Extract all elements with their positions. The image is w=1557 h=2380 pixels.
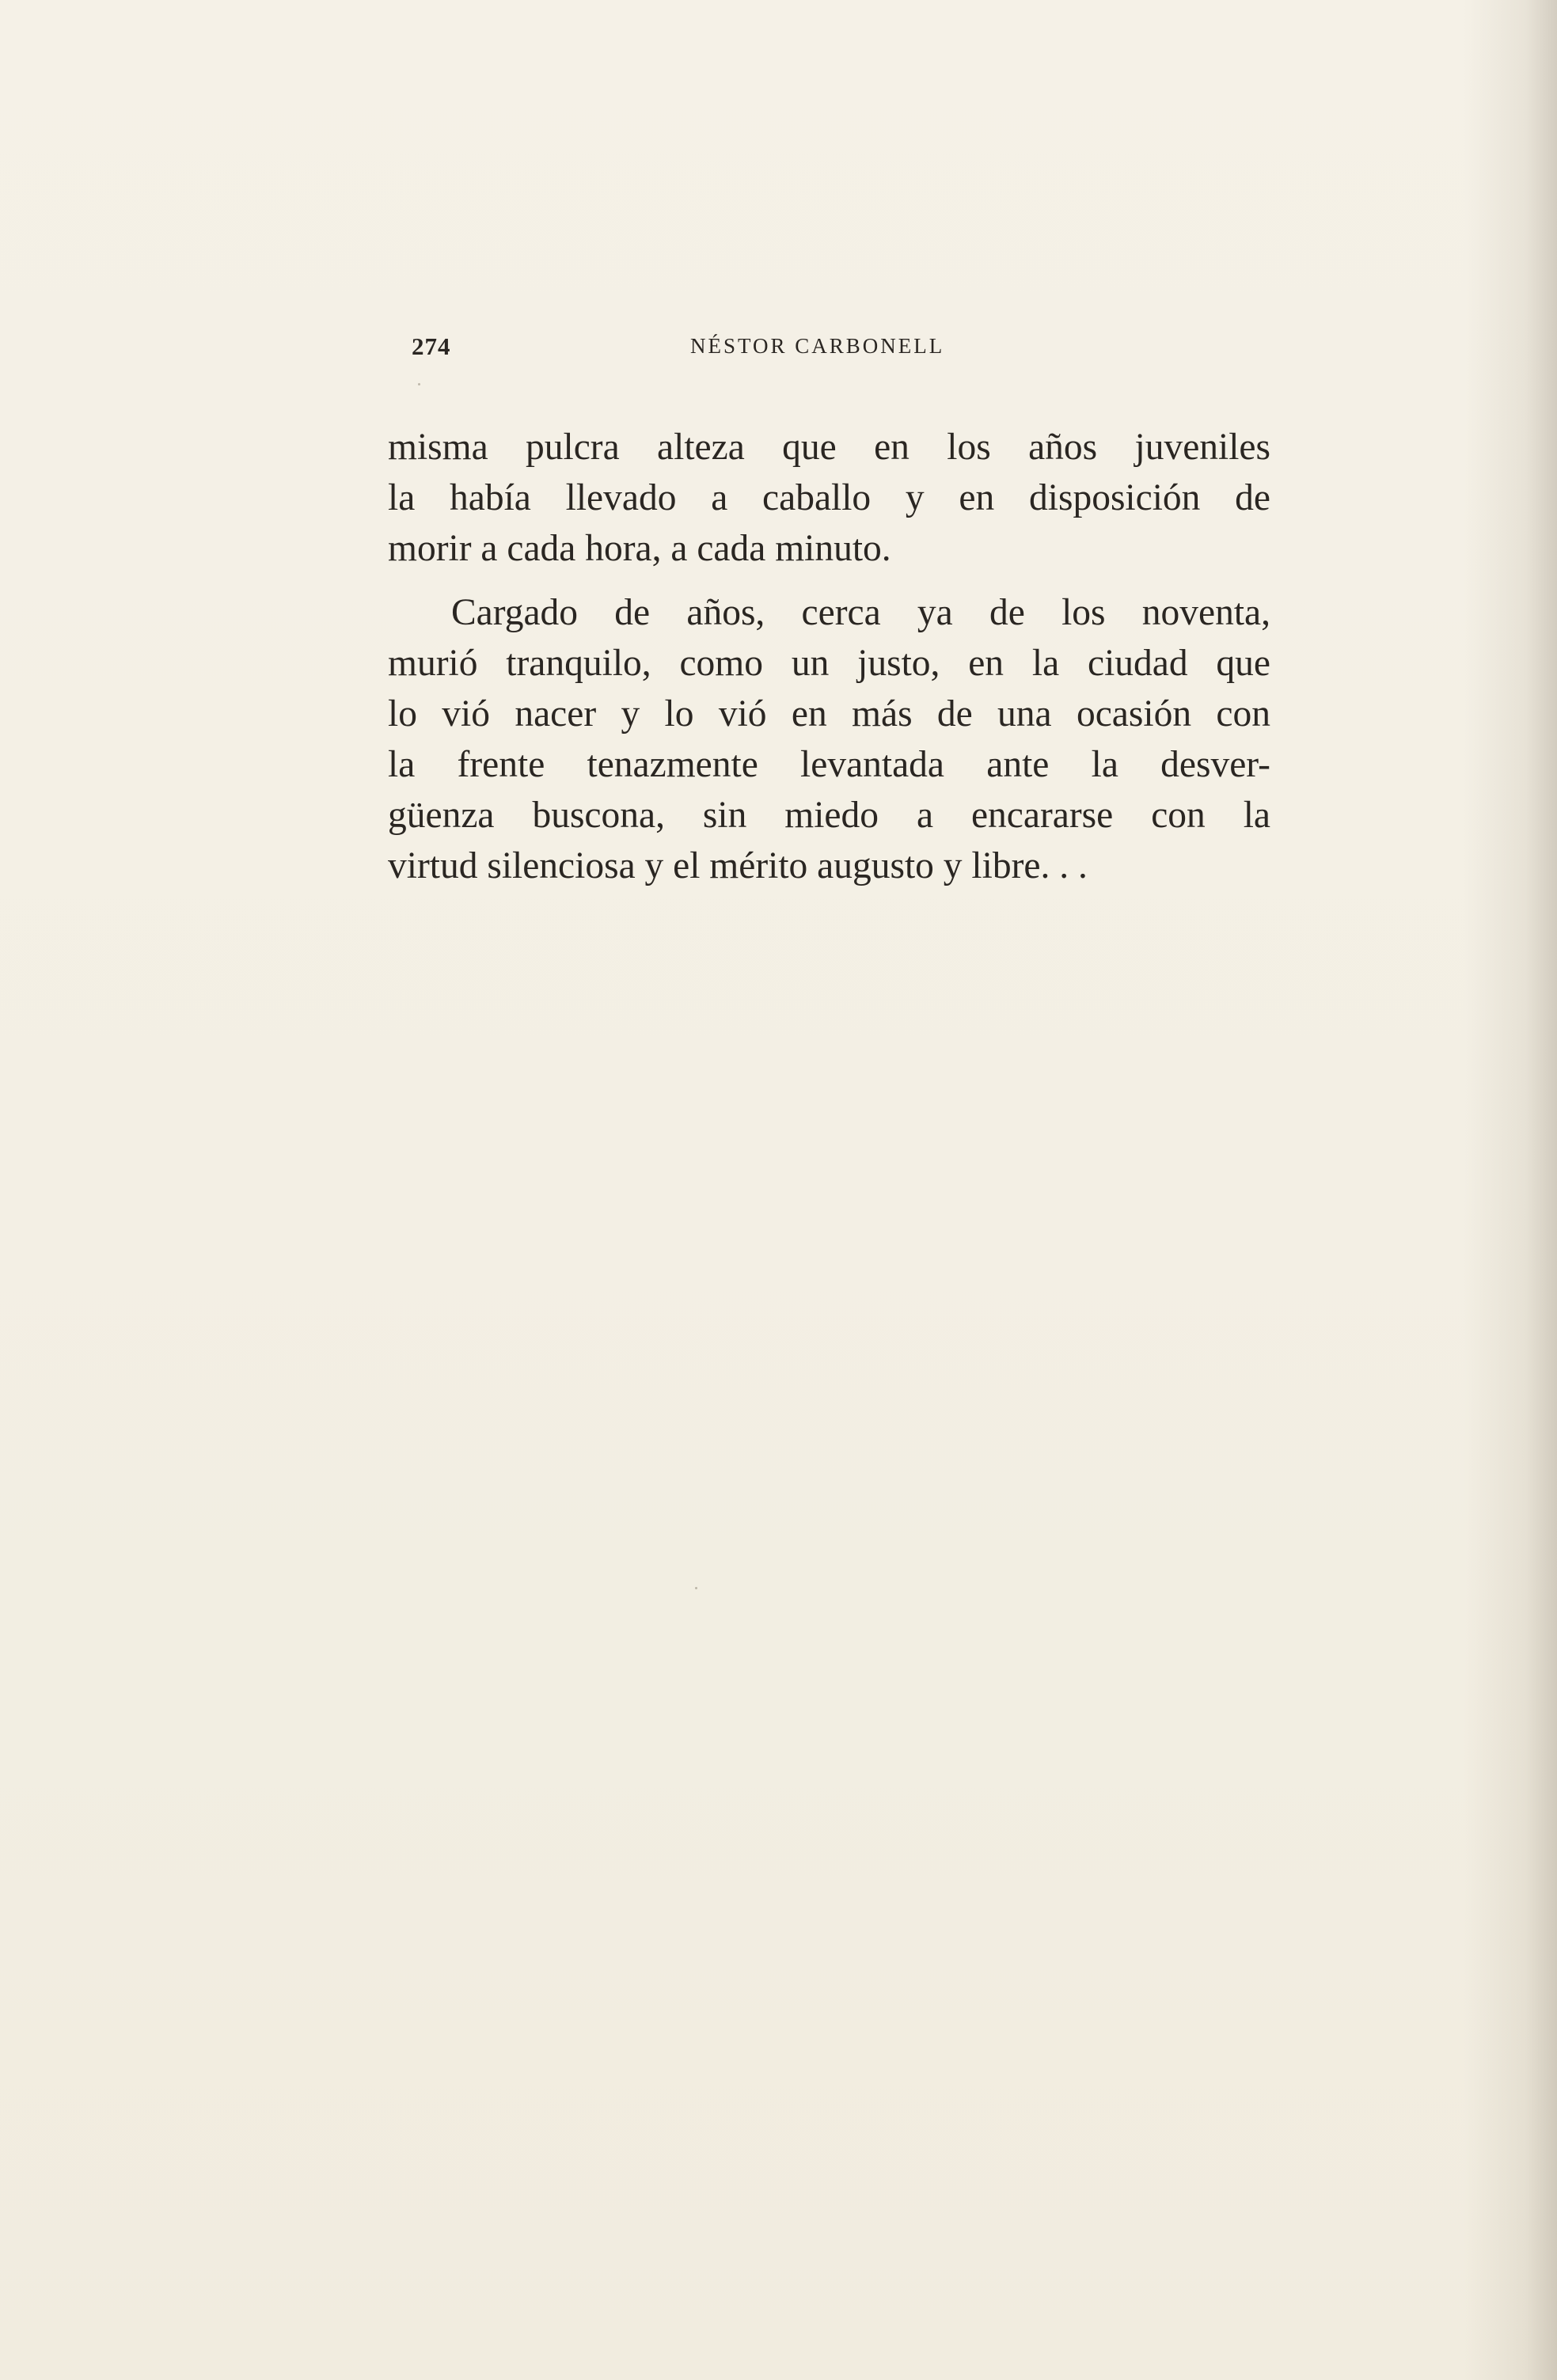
page-number: 274 [412,332,451,360]
text-line: güenza buscona, sin miedo a encararse con la [388,795,1270,836]
body-text [388,422,1270,891]
running-title: NÉSTOR CARBONELL [690,334,945,358]
paragraph-2 [388,587,1270,891]
text-line: misma pulcra alteza que en los años juveniles [388,427,1270,468]
paragraph-spacing [388,574,1270,587]
text-line: morir a cada hora, a cada minuto. [388,528,891,569]
text-line: la frente tenazmente levantada ante la desver- [388,744,1270,785]
text-line: murió tranquilo, como un justo, en la ciudad que [388,643,1270,684]
paper-fleck [695,1587,697,1589]
text-line: virtud silenciosa y el mérito augusto y libre. . . [388,845,1088,886]
page-header [412,332,974,380]
text-line: la había llevado a caballo y en disposición de [388,477,1270,518]
paper-fleck [418,383,420,385]
text-line: lo vió nacer y lo vió en más de una ocasión con [388,693,1270,734]
paragraph-1 [388,422,1270,574]
text-line: Cargado de años, cerca ya de los noventa, [451,592,1270,633]
